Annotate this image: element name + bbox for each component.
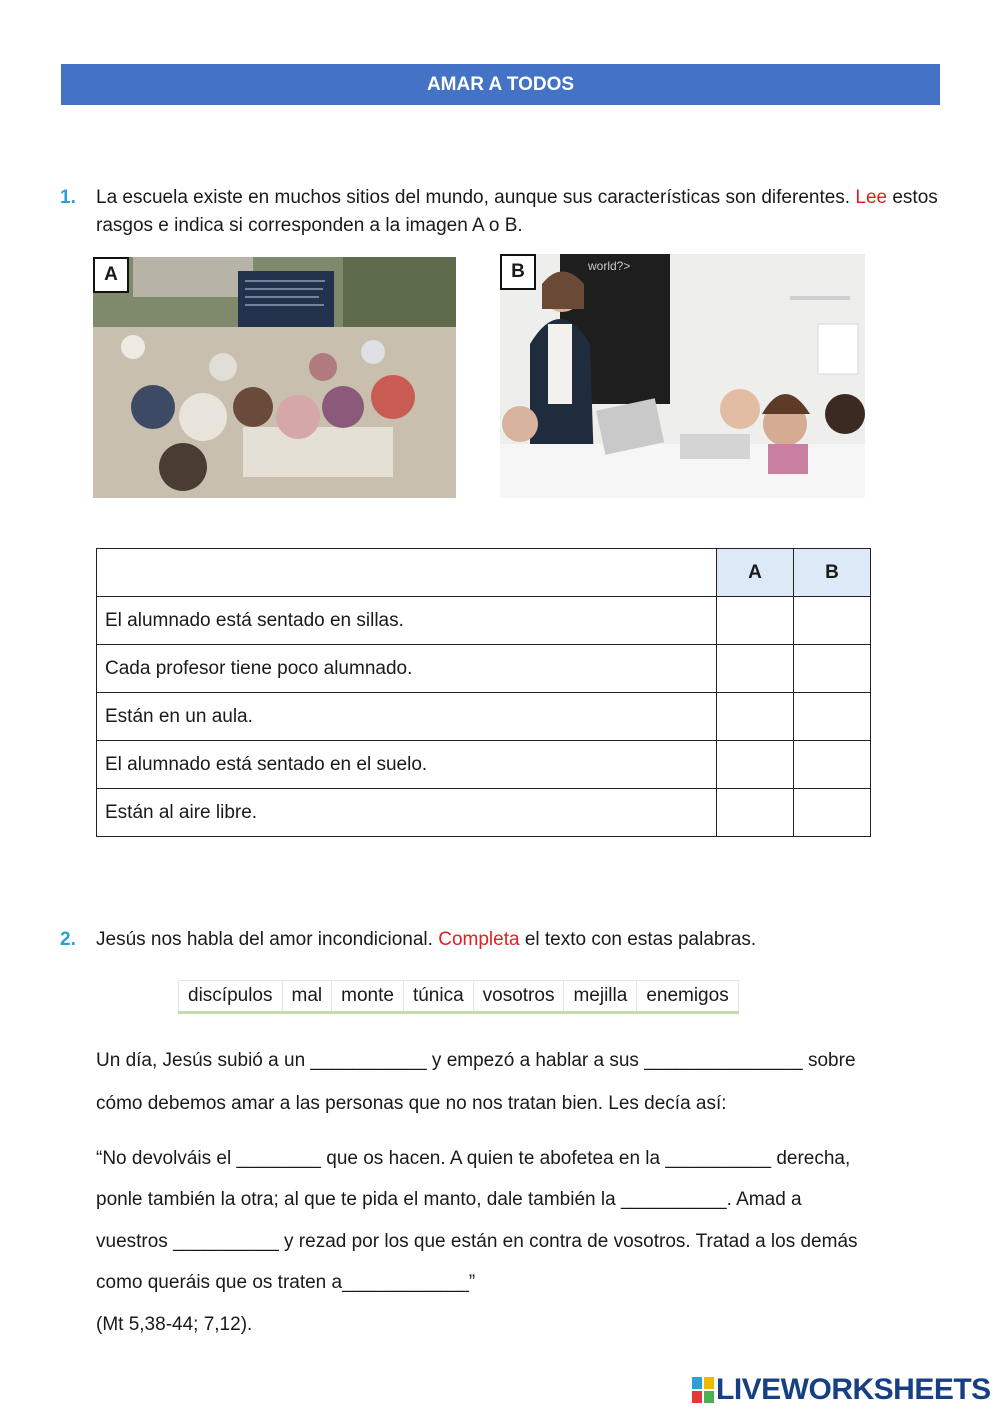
answer-b-cell[interactable] — [794, 693, 871, 741]
header-statement — [97, 549, 717, 597]
photo-b-label: B — [500, 254, 536, 290]
table-row — [97, 741, 871, 789]
answer-a-cell[interactable] — [717, 645, 794, 693]
instruction-verb: Completa — [438, 929, 520, 950]
title-bar — [61, 64, 940, 105]
table-row — [97, 597, 871, 645]
question-1 — [60, 184, 945, 240]
question-2-text: Jesús nos habla del amor incondicional. Completa el texto con estas palabras. — [96, 929, 757, 950]
story-line: vuestros __________ y rezad por los que están en contra de vosotros. Tratad a los demás — [96, 1231, 858, 1252]
word-bank-item: discípulos — [178, 981, 282, 1011]
header-a: A — [717, 549, 794, 597]
classroom-image — [500, 254, 865, 498]
word-bank — [178, 980, 739, 1014]
answer-a-cell[interactable] — [717, 789, 794, 837]
table-header-row — [97, 549, 871, 597]
word-bank-item: mal — [282, 981, 332, 1011]
match-table — [96, 548, 871, 837]
photo-b — [500, 254, 865, 498]
answer-b-cell[interactable] — [794, 741, 871, 789]
question-2-number: 2. — [60, 929, 76, 950]
table-row — [97, 645, 871, 693]
story-line: ponle también la otra; al que te pida el manto, dale también la __________. Amad a — [96, 1189, 802, 1210]
story-line: cómo debemos amar a las personas que no nos tratan bien. Les decía así: — [96, 1093, 727, 1114]
board-text: world?> — [588, 259, 631, 273]
answer-a-cell[interactable] — [717, 693, 794, 741]
word-bank-item: enemigos — [636, 981, 738, 1011]
question-1-number: 1. — [60, 187, 76, 208]
word-bank-item: vosotros — [473, 981, 564, 1011]
outdoor-class-image — [93, 257, 456, 498]
photo-a-label: A — [93, 257, 129, 293]
statement-cell: El alumnado está sentado en el suelo. — [97, 741, 717, 789]
answer-b-cell[interactable] — [794, 789, 871, 837]
instruction-verb: Lee — [855, 187, 888, 208]
photo-a — [93, 257, 456, 498]
table-row — [97, 789, 871, 837]
answer-b-cell[interactable] — [794, 645, 871, 693]
table-row — [97, 693, 871, 741]
logo-text: LIVEWORKSHEETS — [716, 1373, 991, 1406]
story-line: “No devolváis el ________ que os hacen. A quien te abofetea en la __________ derecha, — [96, 1148, 851, 1169]
answer-b-cell[interactable] — [794, 597, 871, 645]
story-line: como queráis que os traten a____________” — [96, 1272, 476, 1293]
question-1-text: La escuela existe en muchos sitios del mundo, aunque sus características son diferentes. Lee estos rasgos e indica si corresponden a la imagen A o B. — [96, 187, 938, 236]
question-2 — [60, 926, 945, 954]
word-bank-item: mejilla — [563, 981, 636, 1011]
statement-cell: Están al aire libre. — [97, 789, 717, 837]
logo-badge-icon — [692, 1377, 716, 1403]
header-b: B — [794, 549, 871, 597]
story-line: Un día, Jesús subió a un ___________ y empezó a hablar a sus _______________ sobre — [96, 1050, 856, 1071]
answer-a-cell[interactable] — [717, 741, 794, 789]
statement-cell: Están en un aula. — [97, 693, 717, 741]
answer-a-cell[interactable] — [717, 597, 794, 645]
statement-cell: El alumnado está sentado en sillas. — [97, 597, 717, 645]
citation: (Mt 5,38-44; 7,12). — [96, 1314, 253, 1335]
statement-cell: Cada profesor tiene poco alumnado. — [97, 645, 717, 693]
liveworksheets-logo — [692, 1374, 991, 1406]
word-bank-item: túnica — [403, 981, 473, 1011]
page-title: AMAR A TODOS — [426, 73, 575, 95]
word-bank-item: monte — [331, 981, 403, 1011]
